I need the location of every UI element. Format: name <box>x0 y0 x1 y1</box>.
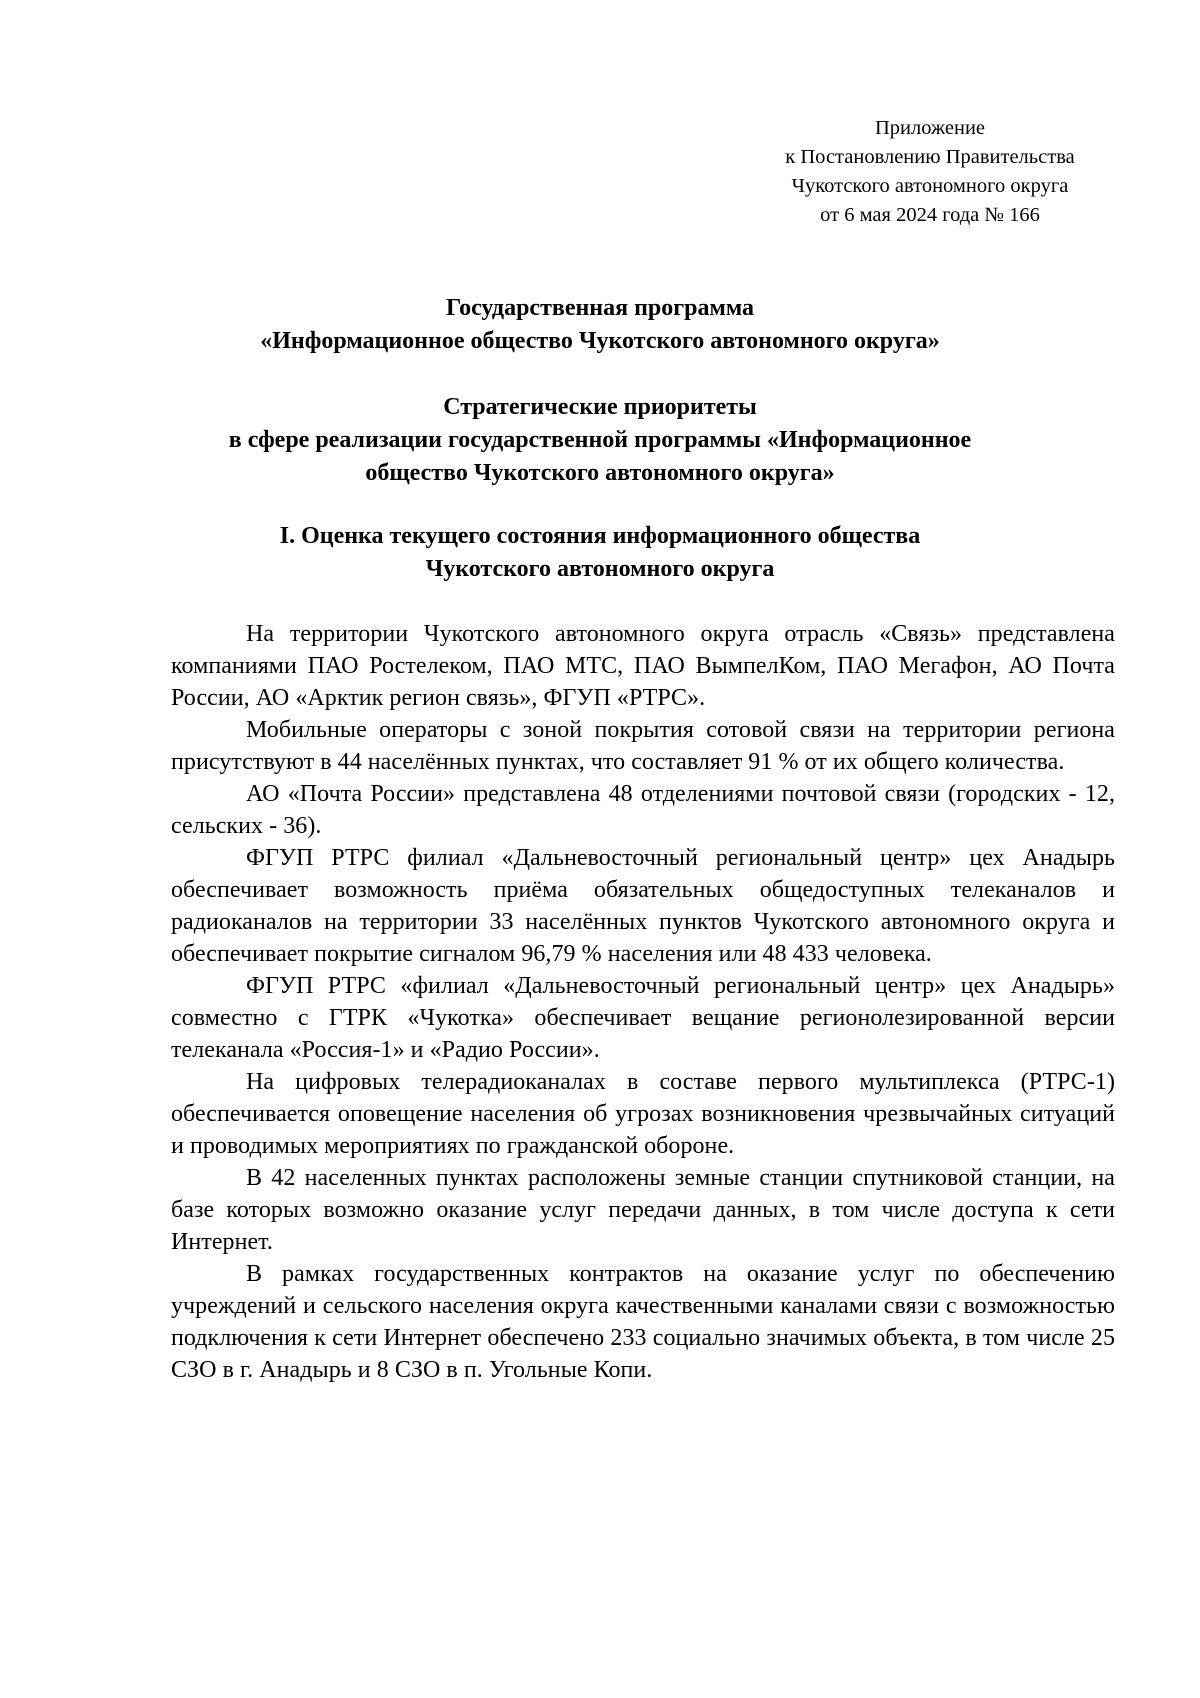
program-title <box>150 292 1050 358</box>
appendix-line: к Постановлению Правительства <box>785 146 1075 168</box>
section-title <box>150 520 1050 586</box>
body-text <box>171 618 1115 1386</box>
program-title-line: «Информационное общество Чукотского автономного округа» <box>260 328 940 354</box>
paragraph: В рамках государственных контрактов на оказание услуг по обеспечению учреждений и сельского населения округа качественными каналами связи с возможностью подключения к сети Интернет обеспечено 233 социально значимых объекта, в том числе 25 СЗО в г. Анадырь и 8 СЗО в п. Угольные Копи. <box>171 1261 1115 1383</box>
section-title-line: I. Оценка текущего состояния информационного общества <box>279 523 921 549</box>
paragraph: АО «Почта России» представлена 48 отделениями почтовой связи (городских - 12, сельских - 36). <box>171 781 1115 839</box>
appendix-line: от 6 мая 2024 года № 166 <box>820 204 1040 226</box>
appendix-line: Чукотского автономного округа <box>791 175 1069 197</box>
program-title-line: Государственная программа <box>445 295 755 321</box>
paragraph: ФГУП РТРС филиал «Дальневосточный региональный центр» цех Анадырь обеспечивает возможность приёма обязательных общедоступных телеканалов и радиоканалов на территории 33 населённых пунктов Чукотского автономного округа и обеспечивает покрытие сигналом 96,79 % населения или 48 433 человека. <box>171 845 1115 967</box>
paragraph: ФГУП РТРС «филиал «Дальневосточный региональный центр» цех Анадырь» совместно с ГТРК «Чукотка» обеспечивает вещание регионолезированной версии телеканала «Россия-1» и «Радио России». <box>171 973 1115 1063</box>
paragraph: В 42 населенных пунктах расположены земные станции спутниковой станции, на базе которых возможно оказание услуг передачи данных, в том числе доступа к сети Интернет. <box>171 1165 1115 1255</box>
section-title-line: Чукотского автономного округа <box>425 556 775 582</box>
paragraph: На территории Чукотского автономного округа отрасль «Связь» представлена компаниями ПАО Ростелеком, ПАО МТС, ПАО ВымпелКом, ПАО Мегафон, АО Почта России, АО «Арктик регион связь», ФГУП «РТРС». <box>171 621 1115 711</box>
appendix-line: Приложение <box>874 117 986 139</box>
paragraph: На цифровых телерадиоканалах в составе первого мультиплекса (РТРС-1) обеспечивается оповещение населения об угрозах возникновения чрезвычайных ситуаций и проводимых мероприятиях по гражданской обороне. <box>171 1069 1115 1159</box>
priorities-title-line: в сфере реализации государственной программы «Информационное <box>228 427 972 453</box>
appendix-block <box>750 114 1110 230</box>
paragraph: Мобильные операторы с зоной покрытия сотовой связи на территории региона присутствуют в 44 населённых пунктах, что составляет 91 % от их общего количества. <box>171 717 1115 775</box>
priorities-title-line: общество Чукотского автономного округа» <box>365 460 835 486</box>
priorities-title-line: Стратегические приоритеты <box>443 394 757 420</box>
priorities-title <box>150 391 1050 490</box>
